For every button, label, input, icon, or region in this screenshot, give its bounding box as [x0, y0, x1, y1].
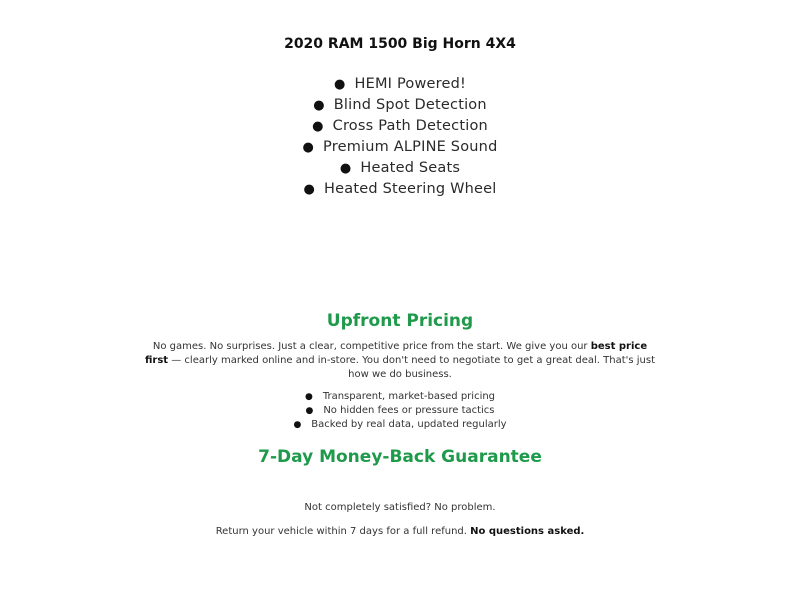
guarantee-line-2: Return your vehicle within 7 days for a full refund. No questions asked.	[215, 526, 585, 537]
pricing-bullet: ● No hidden fees or pressure tactics	[305, 405, 495, 416]
pricing-bullet: ● Transparent, market-based pricing	[304, 391, 496, 402]
feature-item: ● Heated Seats	[0, 158, 800, 179]
pricing-bullet-list	[0, 390, 800, 432]
bullet-icon: ●	[333, 77, 346, 92]
bullet-icon: ●	[293, 420, 302, 430]
pricing-heading: Upfront Pricing	[326, 311, 474, 331]
pricing-emphasis: best price first	[145, 341, 648, 366]
bullet-icon: ●	[312, 119, 324, 134]
pricing-paragraph: No games. No surprises. Just a clear, competitive price from the start. We give you our best price first — clearly marked online and in-store. You don't need to negotiate to get a great deal. That's just how we do business.	[145, 341, 655, 380]
vehicle-title: 2020 RAM 1500 Big Horn 4X4	[284, 36, 516, 52]
feature-item: ● Cross Path Detection	[0, 116, 800, 137]
guarantee-heading: 7-Day Money-Back Guarantee	[258, 447, 542, 467]
feature-item: ● HEMI Powered!	[0, 74, 800, 95]
pricing-bullet: ● Backed by real data, updated regularly	[293, 419, 507, 430]
bullet-icon: ●	[303, 182, 316, 197]
bullet-icon: ●	[302, 140, 315, 155]
feature-item: ● Blind Spot Detection	[0, 95, 800, 116]
feature-item[interactable]: ● Heated Steering Wheel	[0, 179, 800, 200]
bullet-icon: ●	[339, 161, 352, 176]
feature-list	[0, 74, 800, 200]
feature-item: ● Premium ALPINE Sound	[0, 137, 800, 158]
guarantee-emphasis: No questions asked.	[470, 526, 585, 537]
bullet-icon: ●	[313, 98, 325, 113]
guarantee-line-1: Not completely satisfied? No problem.	[304, 502, 496, 513]
bullet-icon: ●	[305, 406, 314, 416]
bullet-icon: ●	[304, 392, 313, 402]
